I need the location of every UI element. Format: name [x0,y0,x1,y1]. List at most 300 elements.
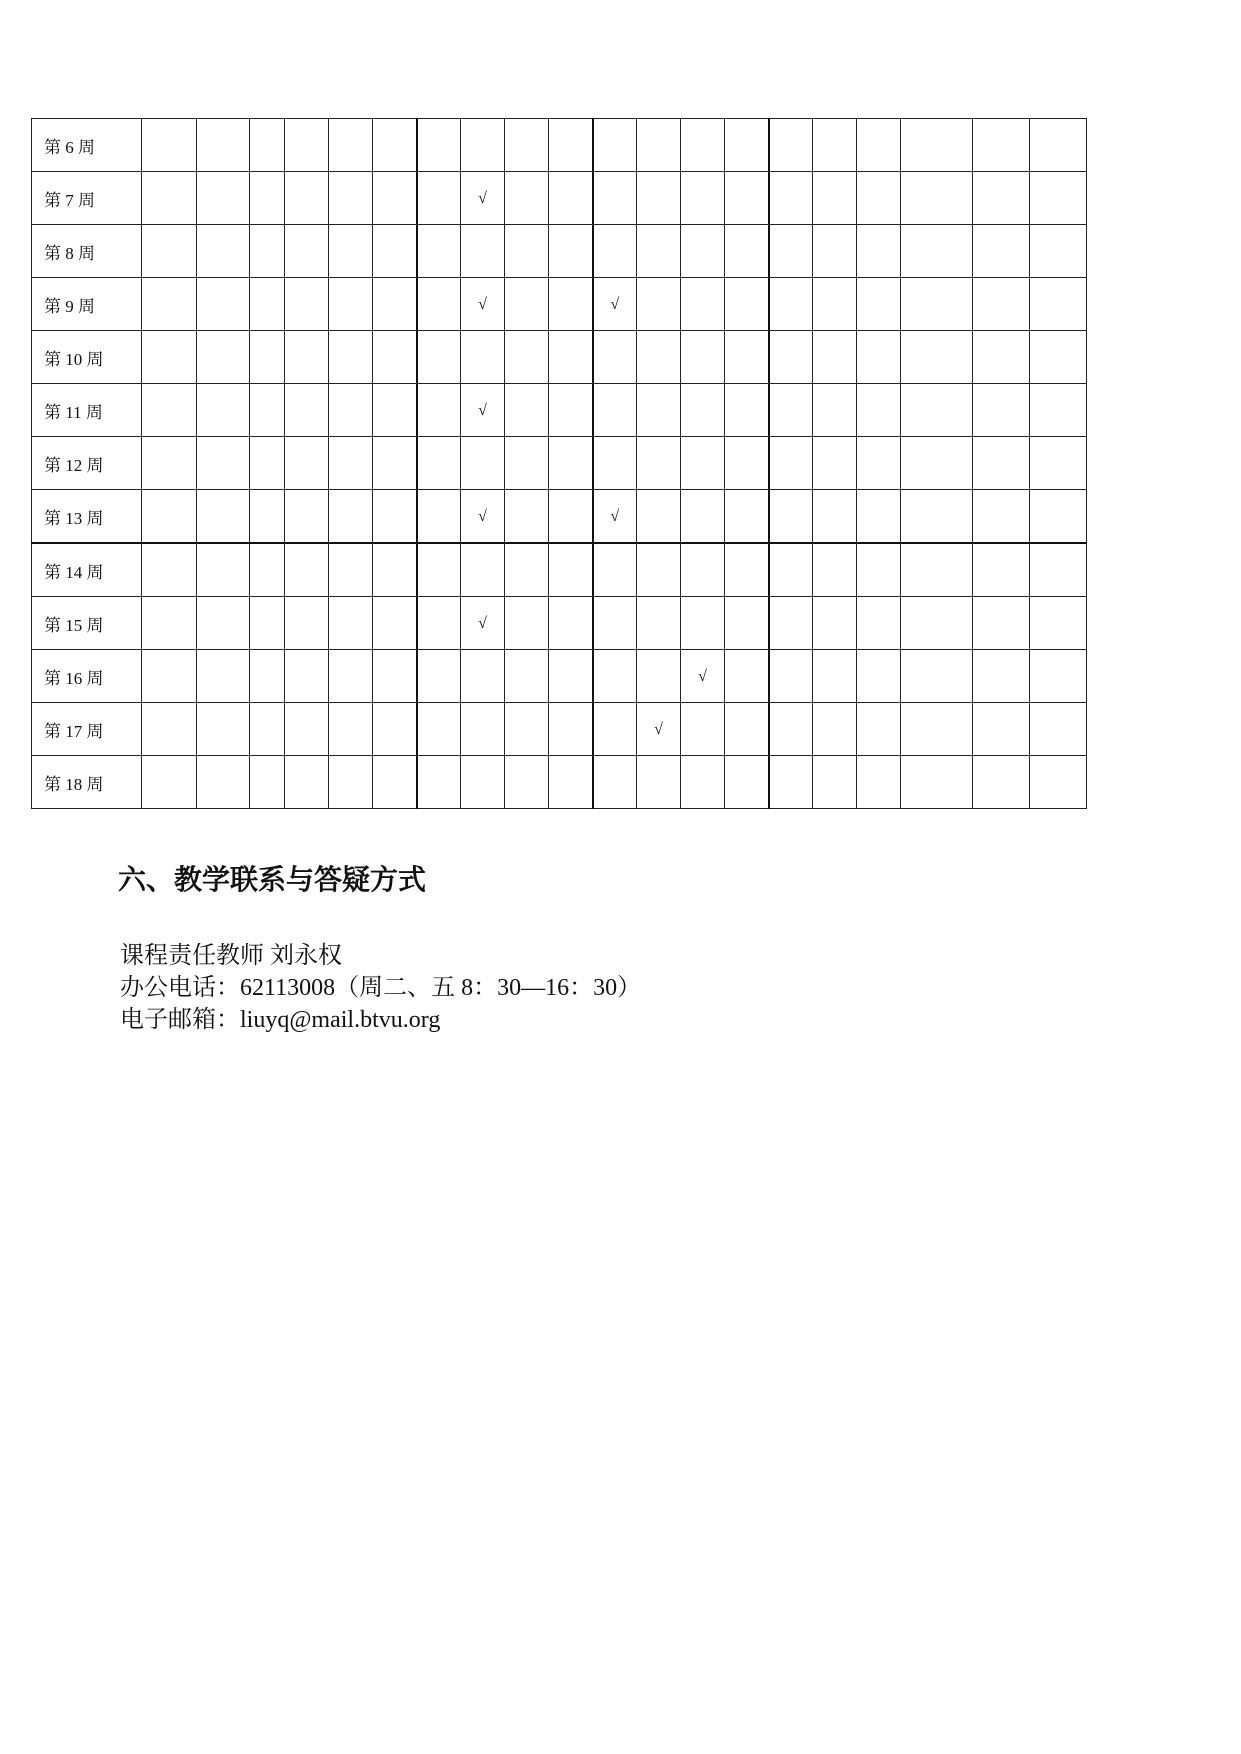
schedule-cell [973,543,1030,597]
schedule-cell [250,756,285,809]
schedule-cell [681,490,725,544]
schedule-cell [505,756,549,809]
schedule-cell [417,437,461,490]
schedule-cell [593,490,637,544]
schedule-cell [681,278,725,331]
schedule-cell [505,703,549,756]
schedule-cell [681,756,725,809]
schedule-cell [857,278,901,331]
schedule-cell [637,331,681,384]
schedule-cell [461,225,505,278]
schedule-cell [637,650,681,703]
schedule-cell [769,543,813,597]
schedule-cell [769,119,813,172]
schedule-cell [637,225,681,278]
schedule-cell [285,437,329,490]
schedule-cell [637,703,681,756]
schedule-cell [329,384,373,437]
schedule-cell [417,119,461,172]
schedule-cell [725,437,769,490]
check-mark: √ [478,190,487,207]
schedule-cell [461,172,505,225]
schedule-cell [197,597,250,650]
schedule-cell [285,225,329,278]
schedule-cell [1030,437,1087,490]
schedule-cell [857,384,901,437]
check-mark: √ [654,721,663,738]
schedule-cell [973,331,1030,384]
schedule-cell [329,703,373,756]
schedule-cell [197,119,250,172]
schedule-cell [725,543,769,597]
schedule-cell [197,225,250,278]
schedule-cell [461,384,505,437]
schedule-cell [769,278,813,331]
schedule-cell [769,437,813,490]
schedule-cell [329,437,373,490]
schedule-cell [637,278,681,331]
schedule-cell [505,597,549,650]
schedule-cell [973,119,1030,172]
schedule-cell [813,278,857,331]
schedule-cell [637,172,681,225]
schedule-cell [329,119,373,172]
schedule-cell [285,490,329,544]
schedule-cell [593,437,637,490]
schedule-cell [142,331,197,384]
schedule-cell [901,490,973,544]
schedule-cell [1030,331,1087,384]
schedule-cell [285,703,329,756]
schedule-cell [417,278,461,331]
schedule-row [32,331,1087,384]
schedule-cell [973,225,1030,278]
schedule-cell [901,543,973,597]
schedule-cell [681,172,725,225]
schedule-cell [461,490,505,544]
schedule-cell [285,756,329,809]
schedule-cell [549,278,593,331]
schedule-cell [1030,490,1087,544]
schedule-cell [857,650,901,703]
schedule-cell [373,384,417,437]
schedule-cell [197,331,250,384]
schedule-cell [549,172,593,225]
schedule-cell [681,703,725,756]
schedule-cell [593,119,637,172]
schedule-cell [769,703,813,756]
schedule-cell [813,172,857,225]
schedule-cell [373,756,417,809]
schedule-cell [329,225,373,278]
schedule-cell [417,543,461,597]
schedule-cell [250,490,285,544]
schedule-cell [725,756,769,809]
schedule-cell [973,384,1030,437]
schedule-cell [461,437,505,490]
week-label: 第 10 周 [32,331,142,384]
contact-info [120,940,641,1036]
check-mark: √ [610,296,620,313]
schedule-cell [725,703,769,756]
schedule-cell [329,278,373,331]
schedule-cell [329,597,373,650]
section-title: 六、教学联系与答疑方式 [118,863,427,896]
schedule-row [32,543,1087,597]
schedule-cell [250,172,285,225]
schedule-cell [1030,384,1087,437]
week-label: 第 7 周 [32,172,142,225]
schedule-cell [461,703,505,756]
schedule-cell [901,225,973,278]
schedule-cell [505,278,549,331]
schedule-cell [769,490,813,544]
schedule-cell [769,597,813,650]
schedule-cell [142,437,197,490]
schedule-cell [857,172,901,225]
schedule-cell [285,384,329,437]
schedule-cell [197,437,250,490]
schedule-row [32,225,1087,278]
schedule-cell [417,331,461,384]
schedule-cell [813,331,857,384]
schedule-cell [250,597,285,650]
schedule-cell [417,703,461,756]
check-mark: √ [478,296,487,313]
schedule-row [32,119,1087,172]
schedule-cell [549,225,593,278]
schedule-cell [813,703,857,756]
schedule-cell [197,650,250,703]
schedule-cell [505,543,549,597]
schedule-cell [813,490,857,544]
schedule-cell [681,650,725,703]
schedule-cell [417,172,461,225]
schedule-cell [142,543,197,597]
schedule-cell [637,597,681,650]
schedule-cell [197,543,250,597]
schedule-cell [1030,543,1087,597]
schedule-cell [637,543,681,597]
schedule-cell [593,597,637,650]
schedule-cell [857,703,901,756]
schedule-cell [901,650,973,703]
schedule-cell [637,384,681,437]
check-mark: √ [698,668,707,685]
schedule-cell [681,331,725,384]
schedule-cell [813,650,857,703]
schedule-cell [593,225,637,278]
schedule-cell [769,225,813,278]
schedule-cell [373,543,417,597]
week-label: 第 17 周 [32,703,142,756]
week-label: 第 8 周 [32,225,142,278]
schedule-cell [593,756,637,809]
schedule-cell [505,437,549,490]
schedule-cell [593,384,637,437]
teacher-line: 课程责任教师 刘永权 [120,943,342,969]
schedule-cell [549,650,593,703]
schedule-cell [505,331,549,384]
schedule-cell [1030,278,1087,331]
schedule-cell [973,703,1030,756]
schedule-cell [285,278,329,331]
schedule-row [32,650,1087,703]
schedule-row [32,756,1087,809]
week-label: 第 18 周 [32,756,142,809]
week-label: 第 6 周 [32,119,142,172]
phone-line: 办公电话：62113008（周二、五 8：30—16：30） [120,975,642,1001]
schedule-cell [725,650,769,703]
schedule-cell [250,225,285,278]
schedule-cell [197,384,250,437]
schedule-cell [250,384,285,437]
schedule-cell [813,384,857,437]
schedule-cell [461,331,505,384]
schedule-cell [973,650,1030,703]
schedule-cell [637,437,681,490]
schedule-cell [769,172,813,225]
schedule-cell [373,225,417,278]
schedule-cell [1030,172,1087,225]
schedule-cell [1030,756,1087,809]
check-mark: √ [478,402,487,419]
schedule-row [32,597,1087,650]
schedule-cell [285,543,329,597]
schedule-cell [725,597,769,650]
schedule-cell [901,331,973,384]
schedule-cell [725,331,769,384]
schedule-cell [142,597,197,650]
schedule-cell [250,331,285,384]
schedule-cell [681,437,725,490]
check-mark: √ [610,508,620,525]
schedule-cell [725,172,769,225]
schedule-cell [857,543,901,597]
schedule-cell [725,119,769,172]
week-label: 第 11 周 [32,384,142,437]
schedule-cell [857,597,901,650]
schedule-body [32,119,1087,809]
schedule-cell [857,225,901,278]
schedule-cell [417,650,461,703]
schedule-cell [769,650,813,703]
schedule-cell [901,703,973,756]
schedule-cell [329,172,373,225]
schedule-cell [142,172,197,225]
schedule-cell [593,650,637,703]
week-label: 第 16 周 [32,650,142,703]
week-label: 第 15 周 [32,597,142,650]
schedule-cell [901,172,973,225]
schedule-cell [637,756,681,809]
schedule-cell [329,490,373,544]
schedule-cell [637,490,681,544]
schedule-cell [197,490,250,544]
schedule-cell [197,172,250,225]
schedule-cell [813,756,857,809]
schedule-row [32,437,1087,490]
check-mark: √ [478,508,487,525]
schedule-cell [857,331,901,384]
schedule-cell [250,437,285,490]
schedule-cell [461,543,505,597]
schedule-cell [142,756,197,809]
schedule-cell [142,225,197,278]
schedule-cell [461,756,505,809]
schedule-cell [681,225,725,278]
schedule-cell [505,172,549,225]
schedule-cell [373,278,417,331]
schedule-cell [329,543,373,597]
schedule-cell [329,650,373,703]
schedule-cell [813,597,857,650]
schedule-cell [681,384,725,437]
schedule-cell [549,384,593,437]
schedule-cell [637,119,681,172]
schedule-cell [142,119,197,172]
schedule-cell [329,756,373,809]
schedule-cell [593,703,637,756]
schedule-cell [373,119,417,172]
schedule-cell [373,331,417,384]
schedule-cell [250,278,285,331]
schedule-cell [285,650,329,703]
schedule-cell [250,650,285,703]
schedule-cell [1030,597,1087,650]
weekly-schedule-table [31,118,1087,809]
schedule-cell [1030,650,1087,703]
week-label: 第 9 周 [32,278,142,331]
schedule-cell [197,703,250,756]
schedule-cell [549,437,593,490]
schedule-cell [285,597,329,650]
schedule-cell [813,119,857,172]
schedule-cell [593,278,637,331]
schedule-cell [285,331,329,384]
schedule-cell [373,437,417,490]
schedule-cell [461,278,505,331]
schedule-cell [505,119,549,172]
schedule-cell [505,225,549,278]
schedule-cell [973,172,1030,225]
schedule-cell [142,703,197,756]
schedule-cell [250,119,285,172]
schedule-cell [142,650,197,703]
schedule-cell [681,119,725,172]
schedule-cell [142,278,197,331]
schedule-cell [329,331,373,384]
schedule-cell [250,543,285,597]
schedule-cell [593,172,637,225]
schedule-cell [142,384,197,437]
schedule-cell [142,490,197,544]
schedule-cell [549,756,593,809]
schedule-cell [373,703,417,756]
schedule-cell [901,597,973,650]
schedule-cell [857,756,901,809]
schedule-cell [549,490,593,544]
schedule-cell [505,384,549,437]
schedule-row [32,703,1087,756]
schedule-cell [373,650,417,703]
schedule-cell [549,543,593,597]
schedule-cell [505,490,549,544]
schedule-cell [373,597,417,650]
email-line: 电子邮箱：liuyq@mail.btvu.org [120,1007,441,1033]
schedule-cell [725,384,769,437]
schedule-cell [1030,703,1087,756]
schedule-cell [417,756,461,809]
schedule-cell [373,172,417,225]
schedule-row [32,490,1087,544]
schedule-cell [417,597,461,650]
schedule-cell [973,756,1030,809]
schedule-cell [505,650,549,703]
schedule-cell [549,597,593,650]
schedule-cell [901,756,973,809]
schedule-cell [593,543,637,597]
schedule-cell [769,384,813,437]
schedule-cell [461,650,505,703]
schedule-cell [373,490,417,544]
schedule-cell [197,278,250,331]
schedule-cell [857,437,901,490]
schedule-row [32,278,1087,331]
week-label: 第 12 周 [32,437,142,490]
schedule-cell [973,278,1030,331]
schedule-row [32,172,1087,225]
schedule-cell [461,597,505,650]
schedule-cell [197,756,250,809]
schedule-cell [973,597,1030,650]
schedule-cell [549,331,593,384]
schedule-cell [813,225,857,278]
schedule-cell [901,119,973,172]
schedule-cell [549,119,593,172]
schedule-cell [857,119,901,172]
schedule-cell [769,331,813,384]
schedule-cell [973,490,1030,544]
schedule-cell [250,703,285,756]
schedule-cell [725,278,769,331]
schedule-cell [973,437,1030,490]
schedule-row [32,384,1087,437]
schedule-cell [681,543,725,597]
schedule-cell [1030,225,1087,278]
week-label: 第 13 周 [32,490,142,544]
schedule-cell [857,490,901,544]
schedule-cell [681,597,725,650]
schedule-cell [901,437,973,490]
schedule-cell [417,490,461,544]
schedule-cell [417,384,461,437]
schedule-cell [813,543,857,597]
schedule-cell [593,331,637,384]
schedule-cell [549,703,593,756]
schedule-cell [417,225,461,278]
week-label: 第 14 周 [32,543,142,597]
schedule-cell [813,437,857,490]
schedule-cell [725,225,769,278]
schedule-cell [769,756,813,809]
schedule-cell [285,172,329,225]
schedule-cell [901,384,973,437]
schedule-cell [285,119,329,172]
schedule-cell [725,490,769,544]
schedule-cell [1030,119,1087,172]
schedule-cell [461,119,505,172]
